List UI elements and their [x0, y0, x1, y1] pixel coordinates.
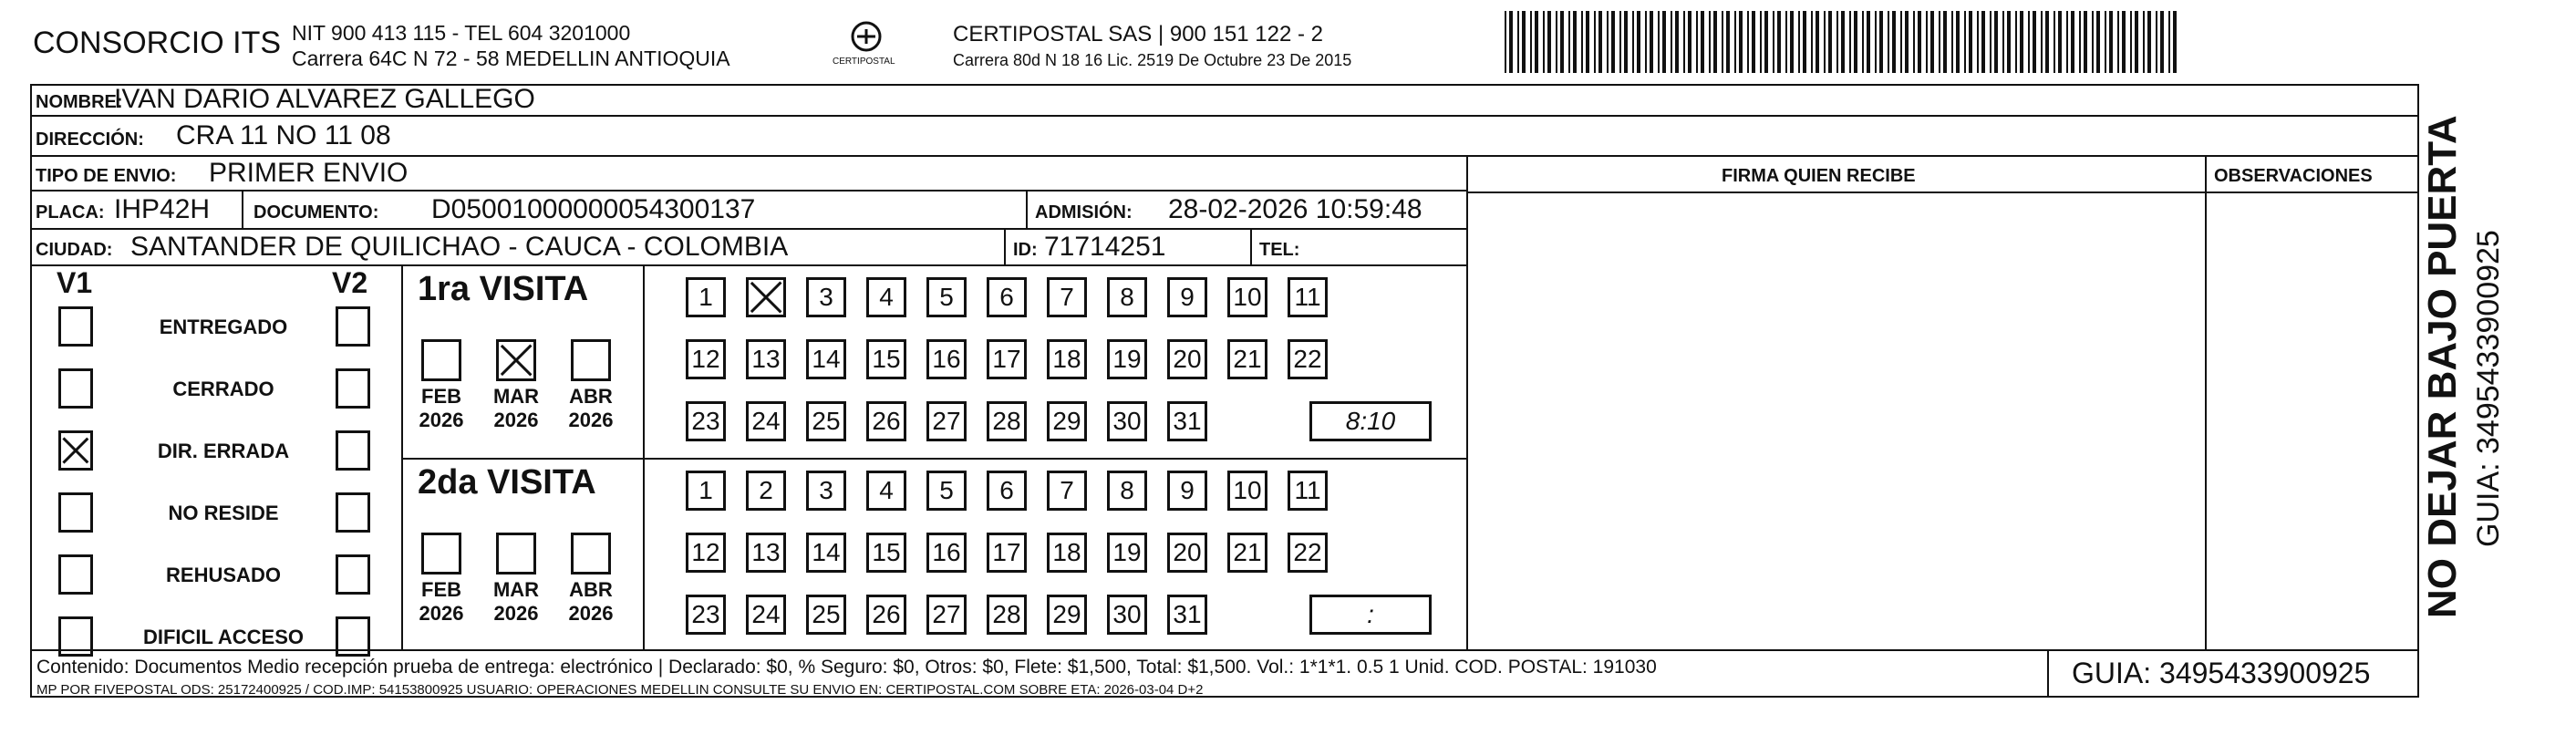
v2-checkbox[interactable] [336, 554, 370, 595]
day-box[interactable]: 30 [1107, 595, 1147, 635]
month-checkbox[interactable] [496, 533, 536, 575]
plate-value: IHP42H [114, 194, 211, 224]
day-box[interactable]: 17 [987, 339, 1027, 379]
year-label: 2026 [493, 602, 539, 625]
day-box[interactable]: 2 [746, 471, 786, 511]
day-box[interactable]: 18 [1047, 339, 1087, 379]
day-box[interactable]: 9 [1167, 471, 1207, 511]
footer-line1: Contenido: Documentos Medio recepción prueba de entrega: electrónico | Declarado: $0, % Seguro: $0, Otros: $0, Flete: $1,500, Total: $1,500. Vol.: 1*1*1. 0.5 1 Unid. COD. POSTAL: 191030 [36, 657, 1657, 678]
status-label: REHUSADO [166, 564, 281, 586]
day-box[interactable]: 25 [806, 595, 846, 635]
visit-time[interactable]: 8:10 [1309, 401, 1432, 441]
day-box[interactable]: 1 [686, 471, 726, 511]
year-label: 2026 [568, 409, 614, 431]
year-label: 2026 [419, 409, 464, 431]
row-city: CIUDAD: SANTANDER DE QUILICHAO - CAUCA - COLOMBIA ID: 71714251 TEL: [30, 230, 1466, 266]
day-box[interactable]: 14 [806, 533, 846, 573]
status-label: CERRADO [172, 378, 274, 400]
day-box[interactable]: 6 [987, 277, 1027, 317]
month-label: FEB [421, 385, 461, 408]
month-checkbox[interactable] [571, 339, 611, 381]
day-box[interactable]: 7 [1047, 277, 1087, 317]
day-box[interactable]: 21 [1227, 533, 1267, 573]
day-box[interactable]: 11 [1288, 471, 1328, 511]
day-box[interactable]: 8 [1107, 277, 1147, 317]
day-box[interactable]: 11 [1288, 277, 1328, 317]
v2-checkbox[interactable] [336, 306, 370, 347]
day-box[interactable]: 15 [866, 533, 906, 573]
day-box[interactable]: 19 [1107, 533, 1147, 573]
day-box[interactable]: 20 [1167, 533, 1207, 573]
month-label: ABR [569, 385, 613, 408]
day-box[interactable]: 16 [926, 533, 967, 573]
month-label: MAR [492, 578, 540, 601]
month-label: MAR [492, 385, 540, 408]
barcode-icon [1505, 11, 2184, 73]
day-box[interactable]: 5 [926, 471, 967, 511]
status-label: DIR. ERRADA [157, 440, 290, 462]
day-box[interactable]: 23 [686, 595, 726, 635]
month-label: ABR [569, 578, 613, 601]
day-box[interactable]: 28 [987, 595, 1027, 635]
logo-text: CERTIPOSTAL [833, 57, 895, 67]
day-box[interactable]: 26 [866, 401, 906, 441]
day-box[interactable]: 1 [686, 277, 726, 317]
day-box[interactable]: 31 [1167, 401, 1207, 441]
v1-label: V1 [57, 266, 93, 299]
day-box[interactable]: 19 [1107, 339, 1147, 379]
day-box[interactable]: 4 [866, 277, 906, 317]
year-label: 2026 [493, 409, 539, 431]
row-type: TIPO DE ENVIO: PRIMER ENVIO [30, 157, 1466, 192]
day-box[interactable]: 10 [1227, 277, 1267, 317]
day-box[interactable]: 24 [746, 595, 786, 635]
certipostal-line1: CERTIPOSTAL SAS | 900 151 122 - 2 [953, 22, 1323, 47]
id-value: 71714251 [1044, 232, 1166, 262]
shipment-type: PRIMER ENVIO [209, 158, 409, 188]
day-box[interactable]: 6 [987, 471, 1027, 511]
document-value: D05001000000054300137 [431, 194, 756, 224]
day-box[interactable]: 26 [866, 595, 906, 635]
month-checkbox[interactable] [571, 533, 611, 575]
day-box[interactable]: 25 [806, 401, 846, 441]
month-checkbox[interactable] [421, 533, 461, 575]
day-box[interactable]: 18 [1047, 533, 1087, 573]
v2-checkbox[interactable] [336, 492, 370, 533]
footer-guia: GUIA: 3495433900925 [2072, 657, 2371, 689]
side-guia: GUIA: 3495433900925 [2471, 230, 2506, 547]
day-box[interactable]: 3 [806, 277, 846, 317]
day-box[interactable]: 13 [746, 339, 786, 379]
v1-checkbox[interactable] [58, 554, 93, 595]
company-nit: NIT 900 413 115 - TEL 604 3201000 [292, 21, 631, 45]
day-box[interactable]: 31 [1167, 595, 1207, 635]
status-label: DIFICIL ACCESO [142, 626, 304, 648]
day-box[interactable]: 3 [806, 471, 846, 511]
day-box[interactable]: 29 [1047, 401, 1087, 441]
v1-checkbox[interactable] [58, 306, 93, 347]
day-box[interactable]: 29 [1047, 595, 1087, 635]
v1-checkbox[interactable] [58, 368, 93, 409]
signature-header: FIRMA QUIEN RECIBE [1722, 166, 1916, 186]
v2-checkbox[interactable] [336, 368, 370, 409]
month-checkbox[interactable] [421, 339, 461, 381]
year-label: 2026 [568, 602, 614, 625]
row-plate: PLACA: IHP42H DOCUMENTO: D05001000000054300137 ADMISIÓN: 28-02-2026 10:59:48 [30, 192, 1466, 230]
admission-value: 28-02-2026 10:59:48 [1168, 194, 1422, 224]
certipostal-logo [825, 18, 907, 73]
visit-title: 1ra VISITA [418, 270, 589, 308]
day-box[interactable]: 21 [1227, 339, 1267, 379]
day-box[interactable]: 4 [866, 471, 906, 511]
company-name: CONSORCIO ITS [33, 26, 282, 60]
v1-checkbox[interactable] [58, 430, 93, 471]
year-label: 2026 [419, 602, 464, 625]
day-box[interactable]: 10 [1227, 471, 1267, 511]
visit-title: 2da VISITA [418, 463, 596, 502]
footer-line2: MP POR FIVEPOSTAL ODS: 25172400925 / COD.IMP: 54153800925 USUARIO: OPERACIONES MEDELLIN CONSULTE SU ENVIO EN: CERTIPOSTAL.COM SOBRE ETA: 2026-03-04 D+2 [36, 682, 1204, 698]
day-box[interactable]: 27 [926, 401, 967, 441]
day-box[interactable]: 13 [746, 533, 786, 573]
barcode [1505, 11, 2184, 73]
day-box[interactable]: 8 [1107, 471, 1147, 511]
day-box[interactable]: 9 [1167, 277, 1207, 317]
day-box[interactable]: 28 [987, 401, 1027, 441]
certipostal-line2: Carrera 80d N 18 16 Lic. 2519 De Octubre 23 De 2015 [953, 51, 1352, 69]
day-box[interactable]: 12 [686, 533, 726, 573]
v1-checkbox[interactable] [58, 492, 93, 533]
day-box[interactable] [746, 277, 786, 317]
day-box[interactable]: 24 [746, 401, 786, 441]
company-address: Carrera 64C N 72 - 58 MEDELLIN ANTIOQUIA [292, 47, 730, 70]
v2-checkbox[interactable] [336, 430, 370, 471]
day-box[interactable]: 5 [926, 277, 967, 317]
status-label: NO RESIDE [168, 502, 279, 524]
recipient-name: IVAN DARIO ALVAREZ GALLEGO [114, 84, 535, 114]
day-box[interactable]: 22 [1288, 339, 1328, 379]
day-box[interactable]: 23 [686, 401, 726, 441]
recipient-address: CRA 11 NO 11 08 [176, 120, 391, 150]
day-box[interactable]: 15 [866, 339, 906, 379]
month-checkbox[interactable] [496, 339, 536, 381]
day-box[interactable]: 7 [1047, 471, 1087, 511]
month-label: FEB [421, 578, 461, 601]
row-address: DIRECCIÓN: CRA 11 NO 11 08 [30, 117, 2419, 157]
day-box[interactable]: 27 [926, 595, 967, 635]
status-label: ENTREGADO [159, 316, 288, 338]
day-box[interactable]: 20 [1167, 339, 1207, 379]
day-box[interactable]: 22 [1288, 533, 1328, 573]
row-name: NOMBRE: IVAN DARIO ALVAREZ GALLEGO [30, 84, 2419, 117]
day-box[interactable]: 12 [686, 339, 726, 379]
city-value: SANTANDER DE QUILICHAO - CAUCA - COLOMBIA [130, 232, 789, 262]
observations-header: OBSERVACIONES [2214, 166, 2373, 186]
day-box[interactable]: 17 [987, 533, 1027, 573]
day-box[interactable]: 16 [926, 339, 967, 379]
side-warning: NO DEJAR BAJO PUERTA [2420, 115, 2465, 618]
v2-label: V2 [332, 266, 368, 299]
day-box[interactable]: 14 [806, 339, 846, 379]
visit-time[interactable]: : [1309, 595, 1432, 635]
day-box[interactable]: 30 [1107, 401, 1147, 441]
